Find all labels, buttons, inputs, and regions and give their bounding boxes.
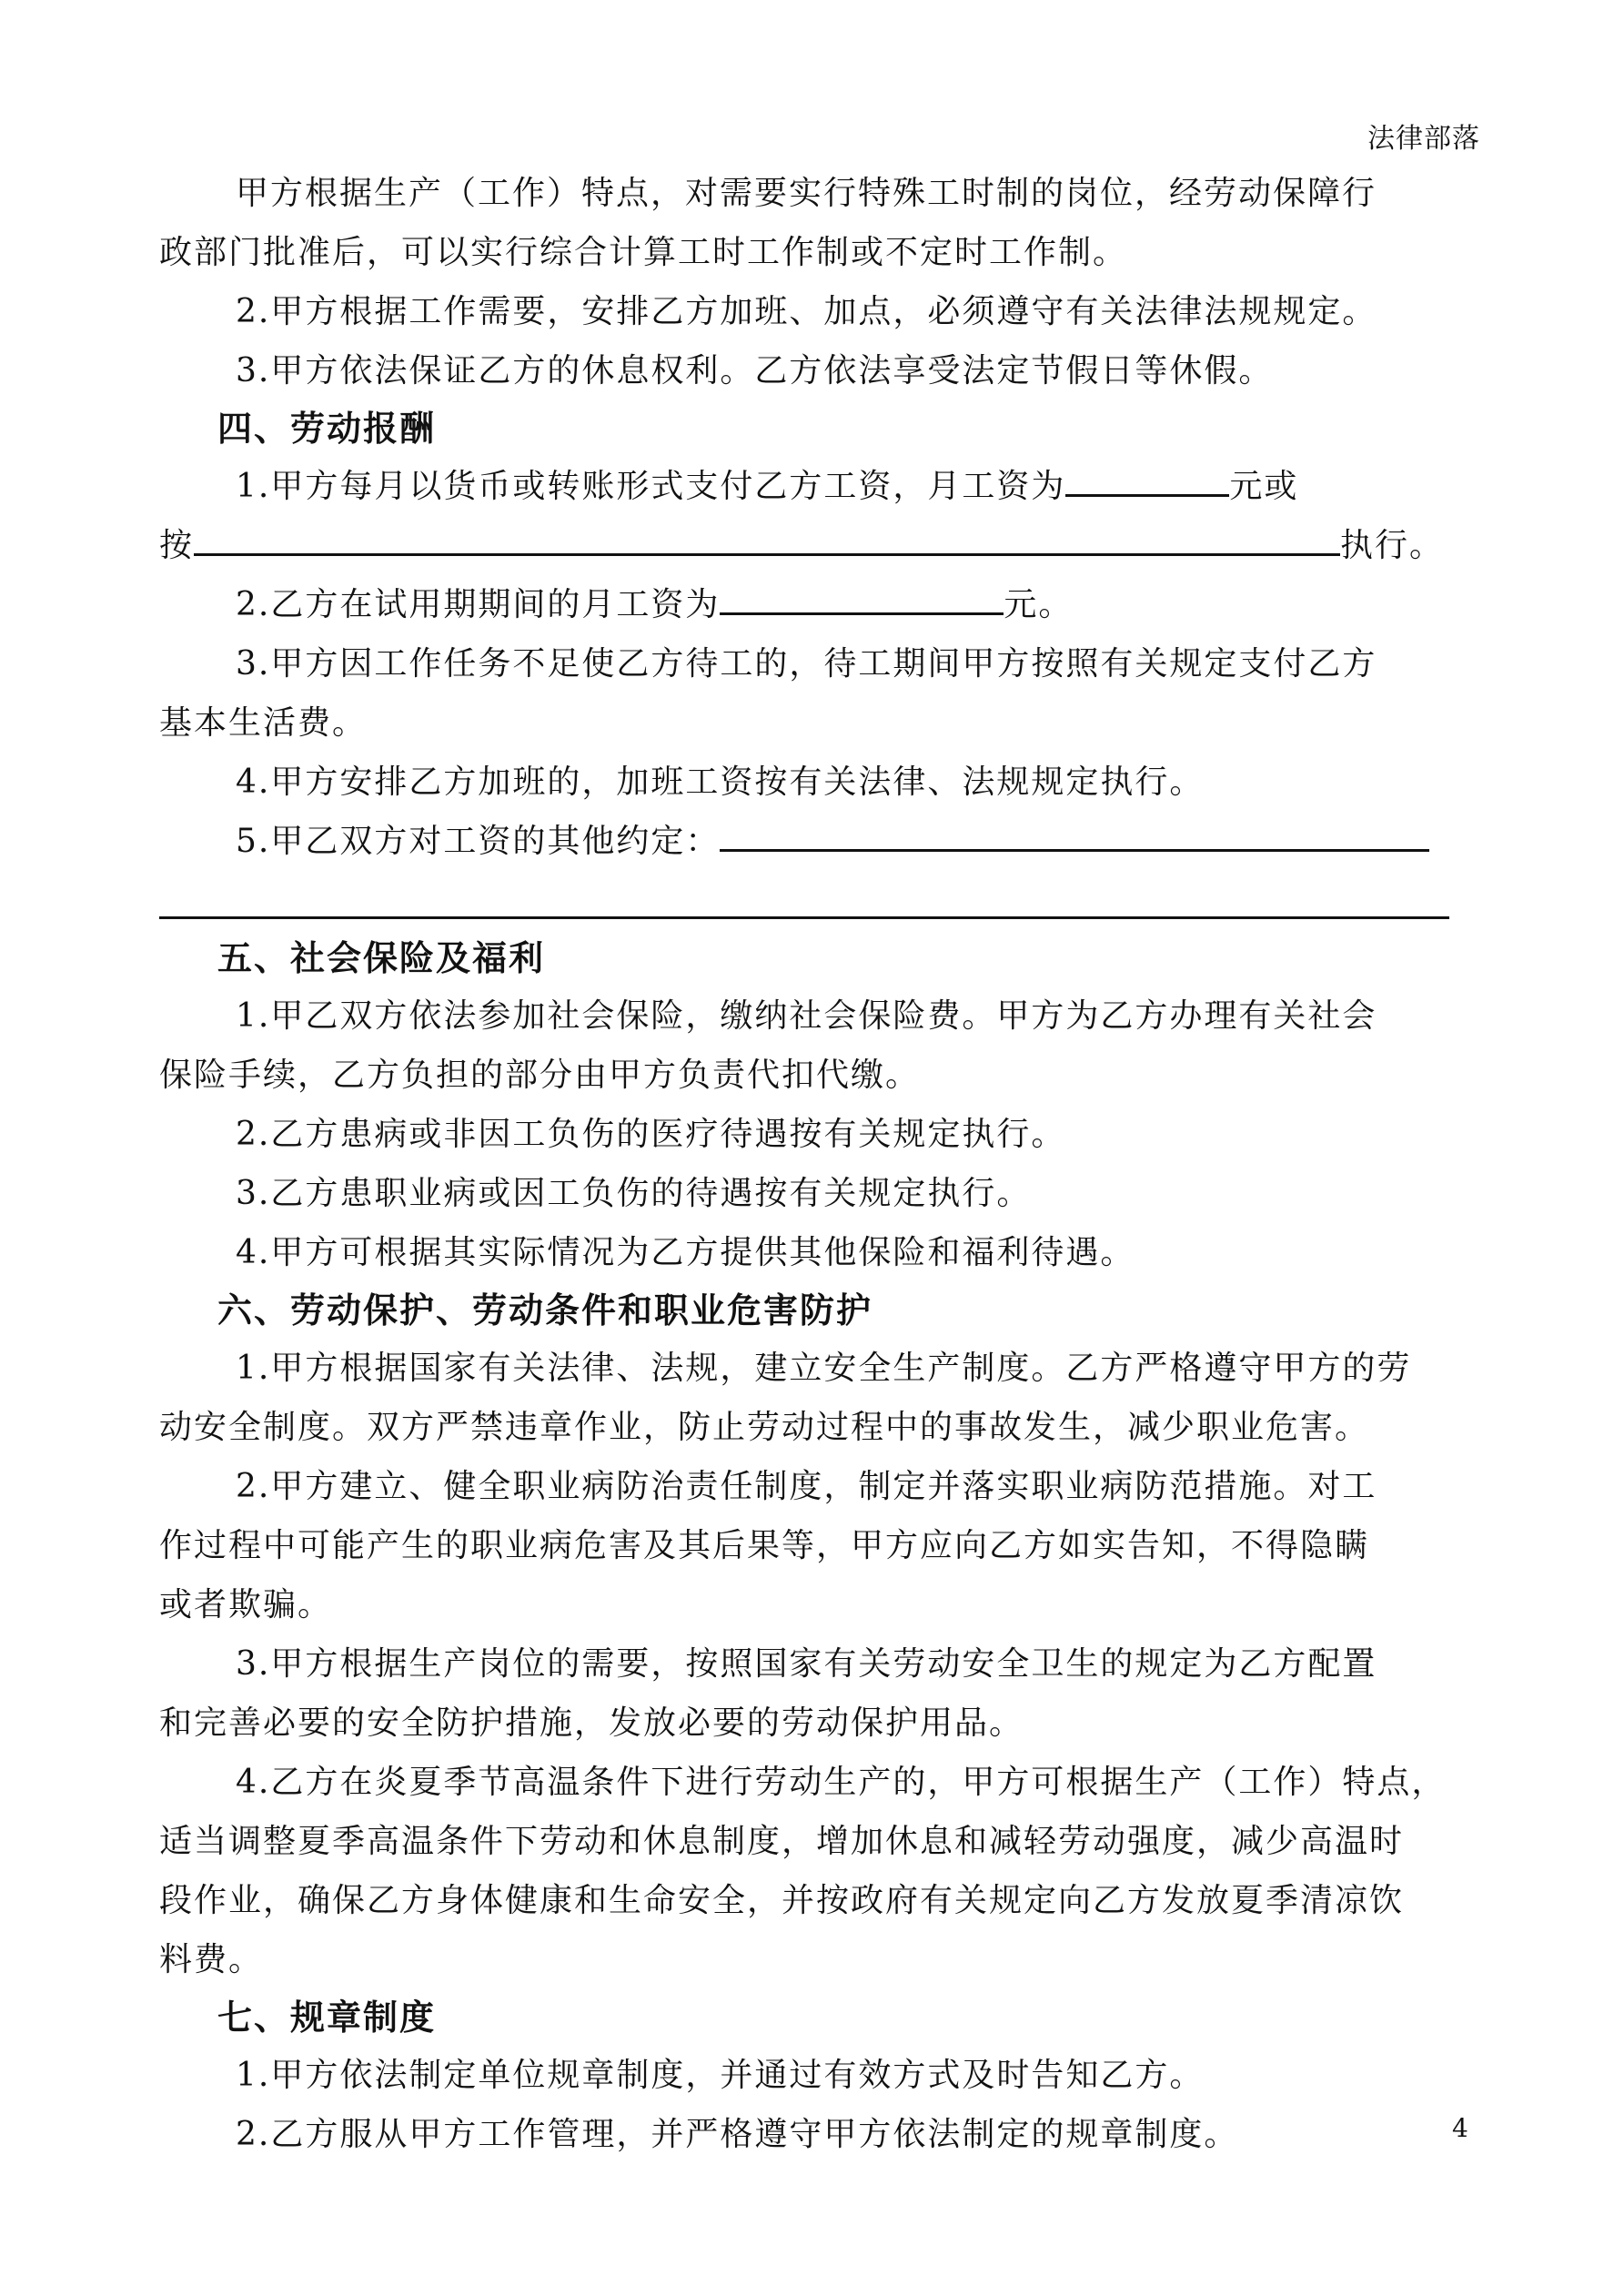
salary-blank[interactable] — [1065, 461, 1229, 497]
clause-text: 5.甲乙双方对工资的其他约定： — [236, 823, 721, 860]
page-number: 4 — [1452, 2113, 1468, 2143]
other-agreement-blank[interactable] — [720, 816, 1429, 852]
clause-item: 3.甲方根据生产岗位的需要，按照国家有关劳动安全卫生的规定为乙方配置 — [236, 1645, 1377, 1683]
clause-text: 2.乙方在试用期期间的月工资为 — [236, 586, 721, 623]
clause-item: 2.乙方服从甲方工作管理，并严格遵守甲方依法制定的规章制度。 — [236, 2116, 1239, 2153]
clause-item — [159, 812, 1478, 871]
probation-salary-blank[interactable] — [720, 580, 1004, 615]
clause-item: 2.乙方患病或非因工负伤的医疗待遇按有关规定执行。 — [236, 1116, 1066, 1153]
clause-item: 4.甲方可根据其实际情况为乙方提供其他保险和福利待遇。 — [236, 1234, 1135, 1271]
clause-item: 或者欺骗。 — [159, 1586, 333, 1623]
clause-item: 作过程中可能产生的职业病危害及其后果等，甲方应向乙方如实告知，不得隐瞒 — [159, 1527, 1370, 1564]
clause-item: 适当调整夏季高温条件下劳动和休息制度，增加休息和减轻劳动强度，减少高温时 — [159, 1823, 1405, 1860]
clause-text: 按 — [159, 527, 195, 564]
clause-item: 料费。 — [159, 1941, 264, 1978]
clause-item — [159, 575, 1478, 634]
section-heading: 六、劳动保护、劳动条件和职业危害防护 — [217, 1290, 873, 1330]
clause-item: 3.甲方因工作任务不足使乙方待工的，待工期间甲方按照有关规定支付乙方 — [236, 645, 1377, 683]
clause-item: 4.甲方安排乙方加班的，加班工资按有关法律、法规规定执行。 — [236, 764, 1205, 801]
section-heading: 七、规章制度 — [217, 1998, 437, 2038]
salary-basis-blank[interactable] — [194, 521, 1340, 556]
clause-text: 元。 — [1004, 586, 1074, 623]
clause-item — [159, 516, 1478, 575]
clause-item: 4.乙方在炎夏季节高温条件下进行劳动生产的，甲方可根据生产（工作）特点， — [236, 1764, 1447, 1801]
paragraph-line: 甲方根据生产（工作）特点，对需要实行特殊工时制的岗位，经劳动保障行 — [236, 175, 1377, 212]
section-heading: 五、社会保险及福利 — [217, 938, 546, 978]
section-heading: 四、劳动报酬 — [217, 409, 437, 449]
clause-item: 1.甲乙双方依法参加社会保险，缴纳社会保险费。甲方为乙方办理有关社会 — [236, 997, 1377, 1035]
clause-item — [159, 457, 1478, 516]
clause-item: 段作业，确保乙方身体健康和生命安全，并按政府有关规定向乙方发放夏季清凉饮 — [159, 1882, 1405, 1919]
clause-item: 3.乙方患职业病或因工负伤的待遇按有关规定执行。 — [236, 1175, 1032, 1212]
clause-item: 保险手续，乙方负担的部分由甲方负责代扣代缴。 — [159, 1057, 921, 1094]
clause-item: 动安全制度。双方严禁违章作业，防止劳动过程中的事故发生，减少职业危害。 — [159, 1409, 1370, 1446]
header-brand: 法律部落 — [1367, 123, 1480, 155]
document-body — [159, 164, 1478, 2164]
clause-item: 和完善必要的安全防护措施，发放必要的劳动保护用品。 — [159, 1704, 1024, 1742]
clause-item: 2.甲方根据工作需要，安排乙方加班、加点，必须遵守有关法律法规规定。 — [236, 293, 1377, 330]
clause-item: 基本生活费。 — [159, 704, 368, 742]
clause-text: 元或 — [1229, 468, 1299, 505]
clause-item: 2.甲方建立、健全职业病防治责任制度，制定并落实职业病防范措施。对工 — [236, 1468, 1377, 1505]
clause-item: 1.甲方依法制定单位规章制度，并通过有效方式及时告知乙方。 — [236, 2057, 1205, 2094]
other-agreement-blank-line2[interactable] — [159, 871, 1449, 919]
clause-text: 执行。 — [1340, 527, 1445, 564]
paragraph-line: 政部门批准后，可以实行综合计算工时工作制或不定时工作制。 — [159, 234, 1128, 271]
clause-item: 1.甲方根据国家有关法律、法规，建立安全生产制度。乙方严格遵守甲方的劳 — [236, 1350, 1412, 1387]
clause-item: 3.甲方依法保证乙方的休息权利。乙方依法享受法定节假日等休假。 — [236, 352, 1274, 389]
clause-text: 1.甲方每月以货币或转账形式支付乙方工资，月工资为 — [236, 468, 1066, 505]
